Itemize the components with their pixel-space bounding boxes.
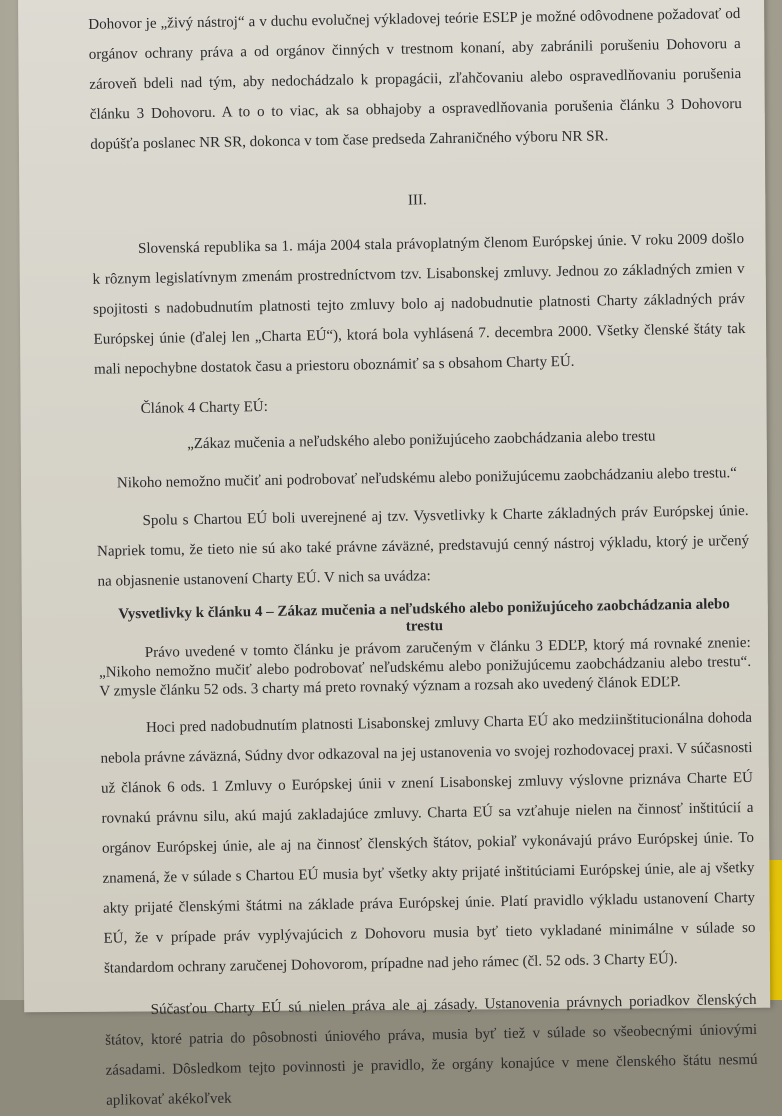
quote-title: „Zákaz mučenia a neľudského alebo ponižujúceho zaobchádzania alebo trestu	[186, 428, 656, 453]
article-label: Článok 4 Charty EÚ:	[140, 398, 268, 418]
paragraph-principles: Súčasťou Charty EÚ sú nielen práva ale aj zásady. Ustanovenia právnych poriadkov členských štátov, ktoré patria do pôsobnosti úniového práva, musia byť tiež v súlade so všeobecnými úniovými zásadami. Dôsledkom tejto povinnosti je pravidlo, že orgány konajúce v mene členského štátu nesmú aplikovať akékoľvek	[105, 991, 758, 1109]
document-page	[88, 0, 758, 1116]
explanation-title: Vysvetlivky k článku 4 – Zákaz mučenia a neľudského alebo ponižujúceho zaobchádzania alebo trestu	[118, 596, 730, 635]
paper-sheet	[18, 0, 770, 1109]
paragraph-dohovor: Dohovor je „živý nástroj“ a v duchu evolučnej výkladovej teórie ESĽP je možné odôvodnene požadovať od orgánov ochrany práva a od orgánov činných v trestnom konaní, aby zabránili porušeniu Dohovoru a zároveň bdeli nad tým, aby nedochádzalo k propagácii, zľahčovaniu alebo ospravedlňovaniu porušenia článku 3 Dohovoru. A to o to viac, ak sa obhajoby a ospravedlňovania porušenia článku 3 Dohovoru dopúšťa poslanec NR SR, dokonca v tom čase predseda Zahraničného výboru NR SR.	[88, 6, 742, 153]
paragraph-lisbon-treaty: Hoci pred nadobudnutím platnosti Lisabonskej zmluvy Charta EÚ ako medziinštitucionálna dohoda nebola právne záväzná, Súdny dvor odkazoval na jej ustanovenia vo svojej rozhodovacej praxi. V súčasnosti už článok 6 ods. 1 Zmluvy o Európskej únii v znení Lisabonskej zmluvy výslovne priznáva Charte EÚ rovnakú právnu silu, akú majú zakladajúce zmluvy. Charta EÚ sa vzťahuje nielen na činnosť inštitúcií a orgánov Európskej únie, ale aj na činnosť členských štátov, pokiaľ vykonávajú právo Európskej únie. To znamená, že v súlade s Chartou EÚ musia byť všetky akty prijaté inštitúciami Európskej únie, ale aj všetky akty prijaté členskými štátmi na základe práva Európskej únie. Platí pravidlo výkladu ustanovení Charty EÚ, že v prípade práv vyplývajúcich z Dohovoru musia byť tieto vykladané minimálne v súlade so štandardom ochrany zaručenej Dohovorom, prípadne nad jeho rámec (čl. 52 ods. 3 Charty EÚ).	[100, 709, 756, 977]
paragraph-eu-membership: Slovenská republika sa 1. mája 2004 stala právoplatným členom Európskej únie. V roku 2009 došlo k rôznym legislatívnym zmenám prostredníctvom tzv. Lisabonskej zmluvy. Jednou zo základných zmien v spojitosti s nadobudnutím platnosti tejto zmluvy bolo aj nadobudnutie platnosti Charty základných práv Európskej únie (ďalej len „Charta EÚ“), ktorá bola vyhlásená 7. decembra 2000. Všetky členské štáty tak mali nepochybne dostatok času a priestoru oboznámiť sa s obsahom Charty EÚ.	[92, 231, 746, 378]
explanation-body: Právo uvedené v tomto článku je právom zaručeným v článku 3 EDĽP, ktorý má rovnaké znenie: „Nikoho nemožno mučiť alebo podrobovať neľudskému alebo ponižujúcemu zaobchádzaniu alebo trestu“. V zmysle článku 52 ods. 3 charty má preto rovnaký význam a rozsah ako uvedený článok EDĽP.	[98, 634, 752, 700]
paragraph-explanations-intro: Spolu s Chartou EÚ boli uverejnené aj tzv. Vysvetlivky k Charte základných práv Európskej únie. Napriek tomu, že tieto nie sú ako také právne záväzné, predstavujú cenný nástroj výkladu, ktorý je určený na objasnenie ustanovení Charty EÚ. V nich sa uvádza:	[96, 502, 750, 590]
quote-body: Nikoho nemožno mučiť ani podrobovať neľudskému alebo ponižujúcemu zaobchádzaniu alebo trestu.“	[116, 465, 738, 492]
section-heading: III.	[407, 192, 427, 209]
